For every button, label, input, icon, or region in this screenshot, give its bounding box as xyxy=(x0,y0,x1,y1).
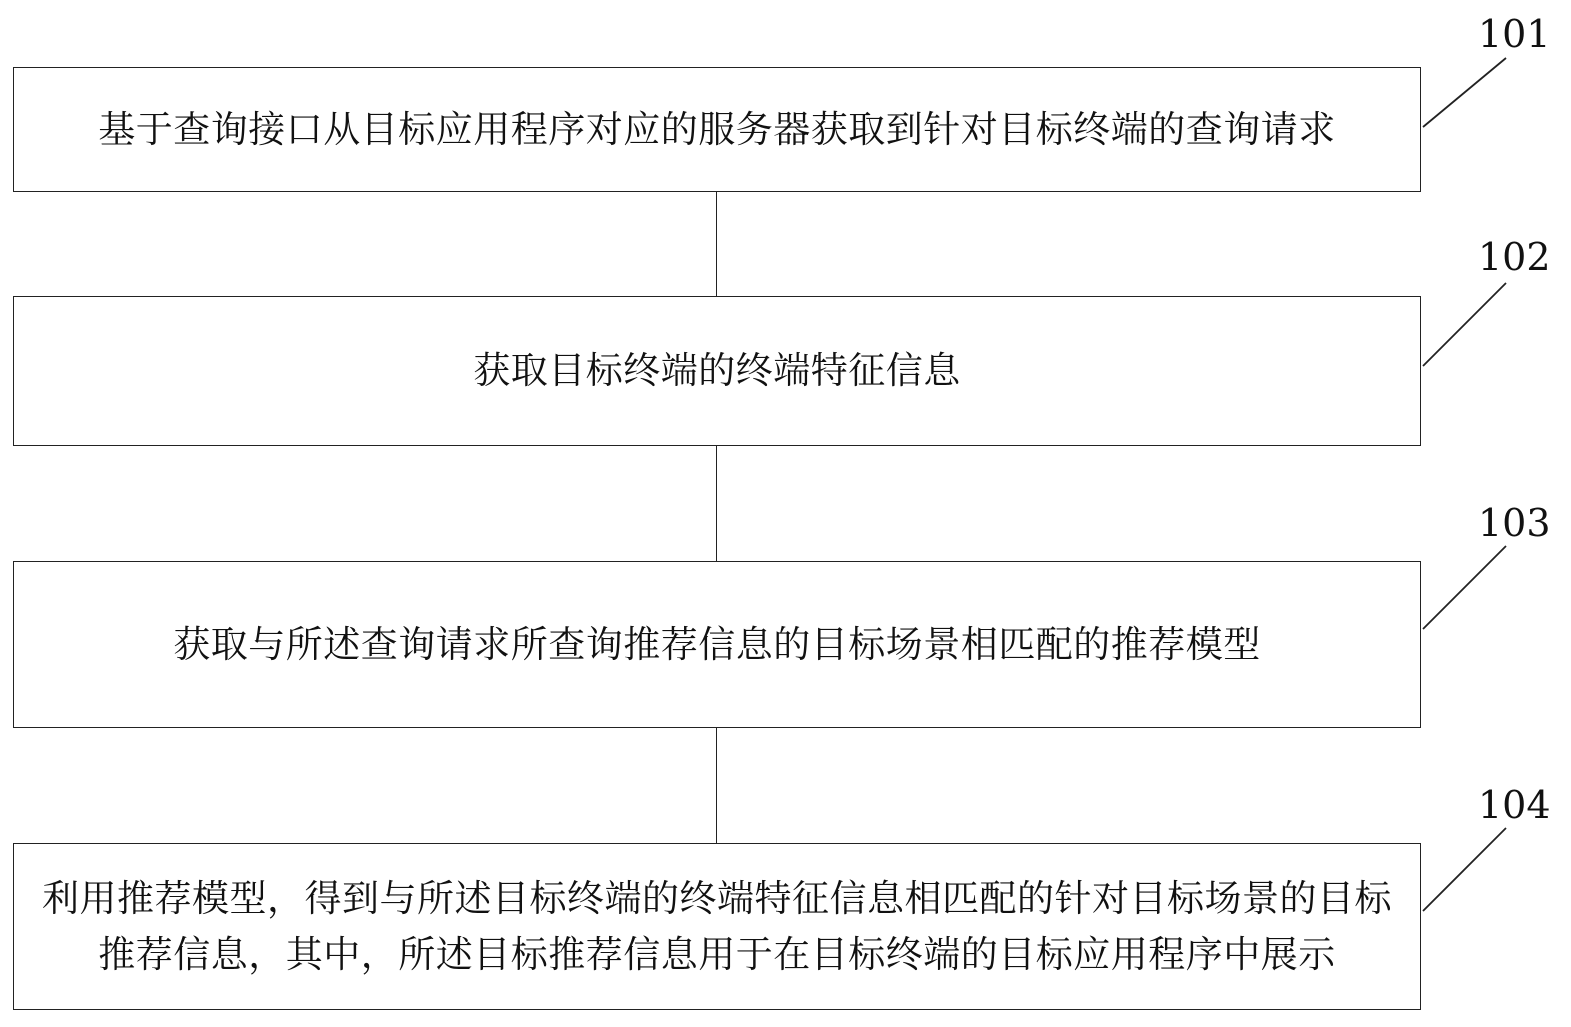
step-number-101: 101 xyxy=(1478,12,1551,56)
leader-line-104 xyxy=(1423,828,1506,911)
leader-line-101 xyxy=(1423,58,1506,127)
step-text-103: 获取与所述查询请求所查询推荐信息的目标场景相匹配的推荐模型 xyxy=(173,622,1261,666)
step-number-102: 102 xyxy=(1478,235,1551,279)
step-number-104: 104 xyxy=(1478,783,1551,827)
leader-line-103 xyxy=(1423,546,1506,629)
step-text-102: 获取目标终端的终端特征信息 xyxy=(473,349,961,392)
leader-line-102 xyxy=(1423,283,1506,366)
step-text-104: 利用推荐模型，得到与所述目标终端的终端特征信息相匹配的针对目标场景的目标推荐信息，其中，所述目标推荐信息用于在目标终端的目标应用程序中展示 xyxy=(42,876,1392,976)
step-text-101: 基于查询接口从目标应用程序对应的服务器获取到针对目标终端的查询请求 xyxy=(98,107,1336,151)
step-number-103: 103 xyxy=(1478,501,1551,545)
